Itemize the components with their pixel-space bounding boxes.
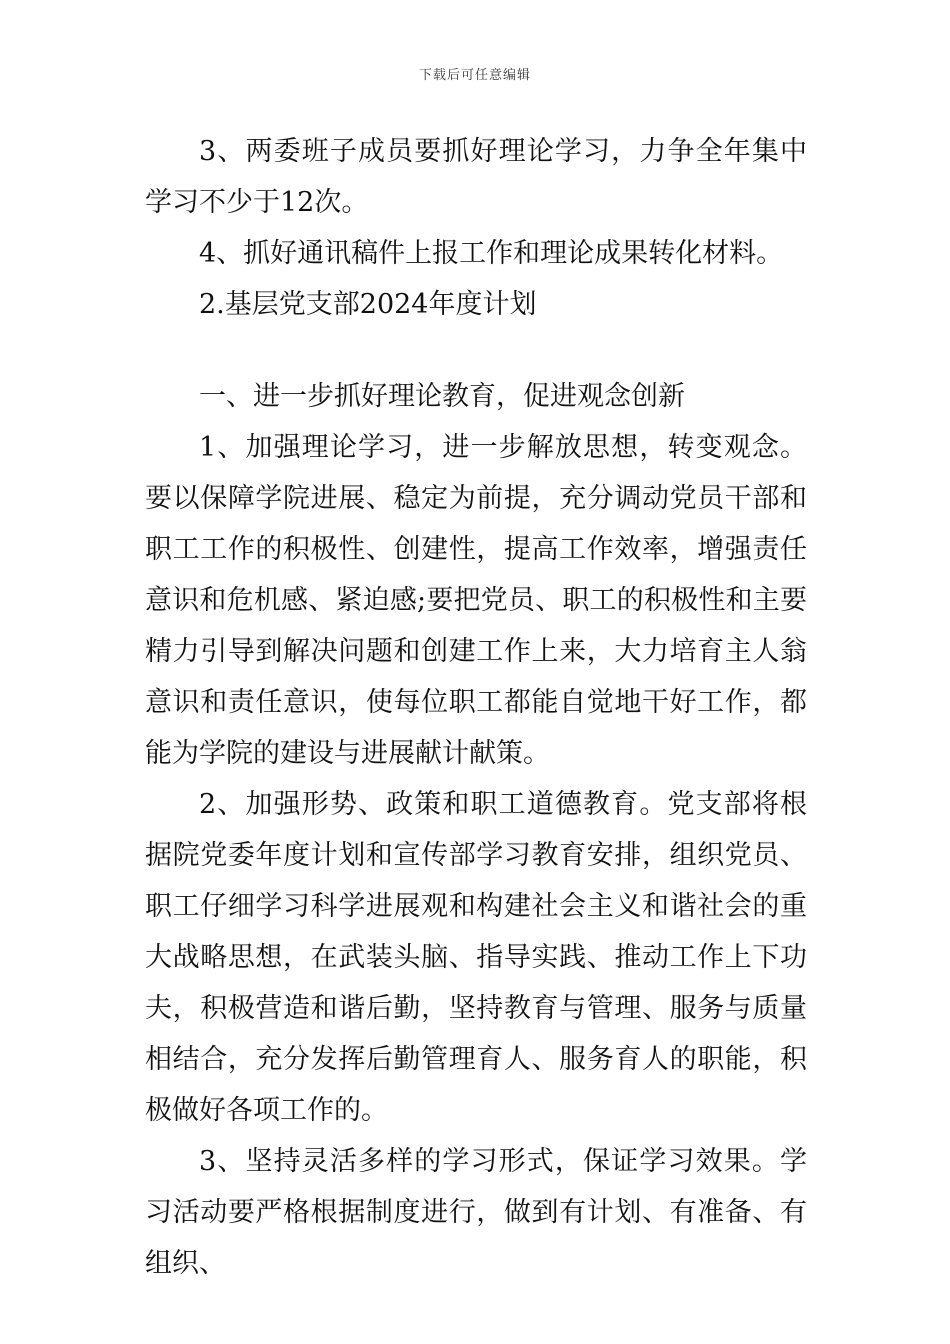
paragraph-study-forms: 3、坚持灵活多样的学习形式，保证学习效果。学习活动要严格根据制度进行，做到有计划、有准备、有组织、 bbox=[145, 1146, 807, 1279]
section-heading-annual-plan: 2.基层党支部2024年度计划 bbox=[199, 289, 537, 320]
section-heading-theory-education: 一、进一步抓好理论教育，促进观念创新 bbox=[199, 381, 685, 412]
paragraph-item-4-reports: 4、抓好通讯稿件上报工作和理论成果转化材料。 bbox=[199, 238, 784, 269]
page-header-note: 下载后可任意编辑 bbox=[418, 68, 531, 83]
document-body bbox=[145, 126, 807, 1289]
paragraph-theory-study: 1、加强理论学习，进一步解放思想，转变观念。要以保障学院进展、稳定为前提，充分调动党员干部和职工工作的积极性、创建性，提高工作效率，增强责任意识和危机感、紧迫感;要把党员、职工的积极性和主要精力引导到解决问题和创建工作上来，大力培育主人翁意识和责任意识，使每位职工都能自觉地干好工作，都能为学院的建设与进展献计献策。 bbox=[145, 432, 807, 769]
paragraph-policy-education: 2、加强形势、政策和职工道德教育。党支部将根据院党委年度计划和宣传部学习教育安排，组织党员、职工仔细学习科学进展观和构建社会主义和谐社会的重大战略思想，在武装头脑、指导实践、推动工作上下功夫，积极营造和谐后勤，坚持教育与管理、服务与质量相结合，充分发挥后勤管理育人、服务育人的职能，积极做好各项工作的。 bbox=[145, 789, 807, 1126]
paragraph-item-3-study: 3、两委班子成员要抓好理论学习，力争全年集中学习不少于12次。 bbox=[145, 136, 807, 218]
